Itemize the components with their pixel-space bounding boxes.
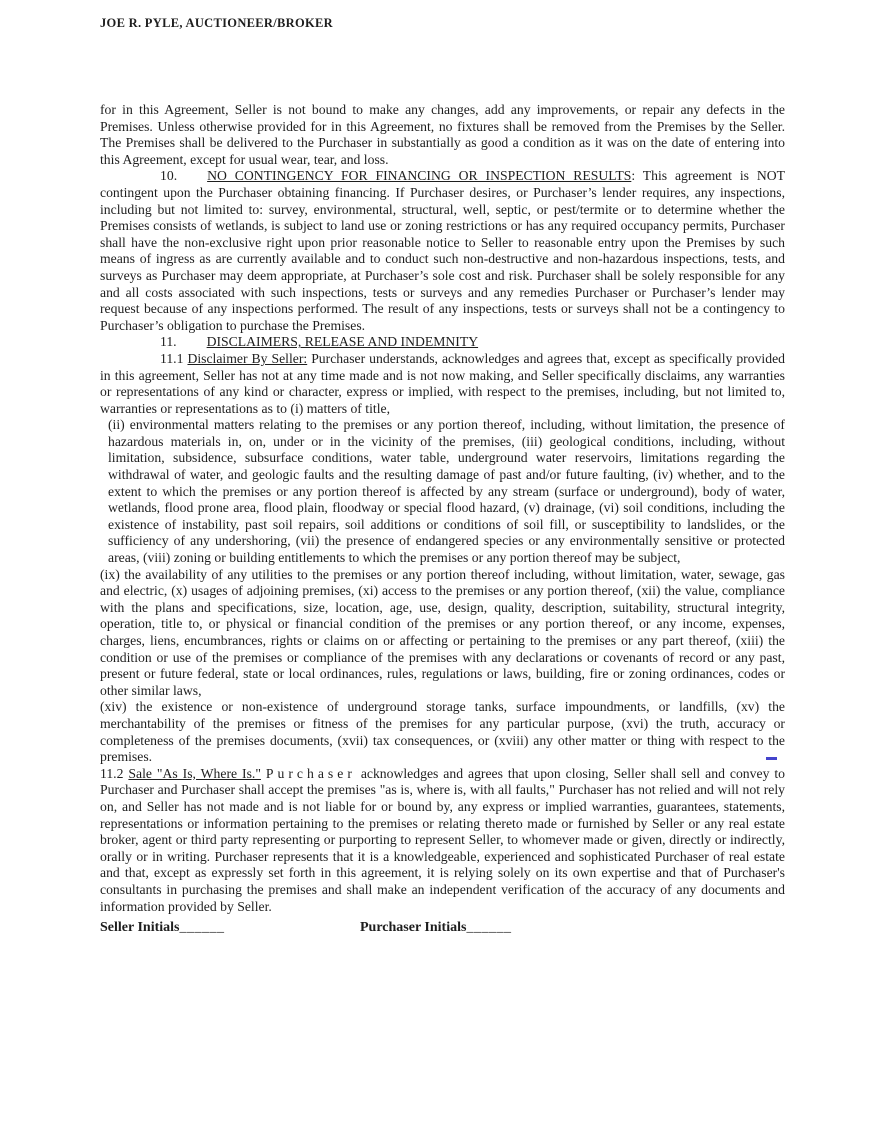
body-text: (xiv) the existence or non-existence of underground storage tanks, surface impoundments, or landfills, (xv) the merchantability of the premises or fitness of the premises for any particular purpose, (xvi) the truth, accuracy or completeness of the premises documents, (xvii) tax consequences, or (xviii) any other matter or thing with respect to the premises. <box>100 699 785 765</box>
margin-annotation-dash <box>766 757 777 760</box>
clause-number: 11.1 <box>160 350 188 366</box>
purchaser-initials-field <box>360 919 511 937</box>
purchaser-initials-blank: ______ <box>466 920 512 936</box>
clause-11-1-list-xiv-xviii <box>100 699 785 765</box>
purchaser-initials-label: Purchaser Initials <box>360 920 467 936</box>
clause-11-1-list-ix-xiii <box>100 567 785 700</box>
section-number: 11. <box>160 334 177 350</box>
seller-initials-field <box>100 919 224 937</box>
section-11-heading <box>100 334 785 351</box>
clause-title: Sale "As Is, Where Is." <box>128 765 261 781</box>
section-10-paragraph <box>100 168 785 334</box>
body-text: : This agreement is NOT contingent upon the Purchaser obtaining financing. If Purchaser desires, or Purchaser’s lender requires, any inspections, including but not limited to: survey, environmental, structural, well, septic, or pest/termite or to determine whether the Premises consists of wetlands, is subject to land use or zoning restrictions or has any required occupancy permits, Purchaser shall have the non-exclusive right upon prior reasonable notice to Seller to reasonable entry upon the Premises by such means of ingress as are currently available and to conduct such non-destructive and non-hazardous inspections, tests, and surveys as Purchaser may deem appropriate, at Purchaser’s sole cost and risk. Purchaser shall be solely responsible for any and all costs associated with such inspections, tests or surveys and any remedies Purchaser or Purchaser’s lender may request because of any inspections performed. The result of any inspections, tests or surveys shall not be a contingency to Purchaser’s obligation to purchase the Premises. <box>100 168 785 333</box>
clause-title: Disclaimer By Seller: <box>187 350 308 366</box>
paragraph-continuation <box>100 102 785 168</box>
body-text: (ii) environmental matters relating to the premises or any portion thereof, including, without limitation, the presence of hazardous materials in, on, under or in the vicinity of the premises, (iii) geological conditions, including, without limitation, subsidence, subsurface conditions, water table, underground water reservoirs, limitations regarding the withdrawal of water, and geologic faults and the resulting damage of past and/or future faulting, (iv) whether, and to the extent to which the premises or any portion thereof is affected by any stream (surface or underground), body of water, wetlands, flood prone area, flood plain, floodway or special flood hazard, (v) drainage, (vi) soil conditions, including the existence of instability, past soil repairs, soil additions or conditions of soil fill, or susceptibility to landslides, or the sufficiency of any undershoring, (vii) the presence of endangered species or any environmentally sensitive or protected areas, (viii) zoning or building entitlements to which the premises or any portion thereof may be subject, <box>108 417 785 566</box>
body-text: (ix) the availability of any utilities to the premises or any portion thereof including, without limitation, water, sewage, gas and electric, (x) usages of adjoining premises, (xi) access to the premises or any portion thereof, (xii) the value, compliance with the plans and specifications, size, location, age, use, design, quality, description, suitability, structural integrity, operation, title to, or physical or financial condition of the premises or any portion thereof, or any income, expenses, charges, liens, encumbrances, rights or claims on or affecting or pertaining to the premises or any part thereof, (xiii) the condition or use of the premises or compliance of the premises with any declarations or covenants of record or any past, present or future federal, state or local ordinances, rules, regulations or laws, building, fire or zoning ordinances, codes or other similar laws, <box>100 566 785 698</box>
section-number: 10. <box>160 168 178 184</box>
clause-11-1-list-ii-viii <box>100 417 785 566</box>
section-title: DISCLAIMERS, RELEASE AND INDEMNITY <box>206 334 479 350</box>
seller-initials-blank: ______ <box>179 920 225 936</box>
body-text: for in this Agreement, Seller is not bound to make any changes, add any improvements, or repair any defects in the Premises. Unless otherwise provided for in this Agreement, no fixtures shall be removed from the Premises by the Seller. The Premises shall be delivered to the Purchaser in substantially as good a condition as it was on the date of entering into this Agreement, except for usual wear, tear, and loss. <box>100 102 785 167</box>
seller-initials-label: Seller Initials <box>100 920 180 936</box>
spaced-word: Purchaser <box>265 765 356 781</box>
section-title: NO CONTINGENCY FOR FINANCING OR INSPECTION RESULTS <box>207 168 632 184</box>
clause-11-1-paragraph <box>100 351 785 417</box>
body-text: Purchaser understands, acknowledges and agrees that, except as specifically provided in this agreement, Seller has not at any time made and is not now making, and Seller specifically disclaims, any warranties or representations of any kind or character, express or implied, with respect to the premises, including, but not limited to, warranties or representations as to (i) matters of title, <box>100 350 785 416</box>
document-header: JOE R. PYLE, AUCTIONEER/BROKER <box>100 16 333 30</box>
document-body <box>100 102 785 941</box>
clause-11-2-paragraph <box>100 766 785 915</box>
clause-number: 11.2 <box>100 765 129 781</box>
initials-line <box>100 919 785 941</box>
body-text: acknowledges and agrees that upon closing, Seller shall sell and convey to Purchaser and Purchaser shall accept the premises "as is, where is, with all faults," Purchaser has not relied and will not rely on, and Seller has not made and is not liable for or bound by, any express or implied warranties, guarantees, statements, representations or information pertaining to the premises or relating thereto made or furnished by Seller or any real estate broker, agent or third party representing or purporting to represent Seller, to whomever made or given, directly or indirectly, orally or in writing. Purchaser represents that it is a knowledgeable, experienced and sophisticated Purchaser of real estate and that, except as expressly set forth in this agreement, it is relying solely on its own expertise and that of Purchaser's consultants in purchasing the premises and shall make an independent verification of the accuracy of any documents and information provided by Seller. <box>100 765 785 914</box>
